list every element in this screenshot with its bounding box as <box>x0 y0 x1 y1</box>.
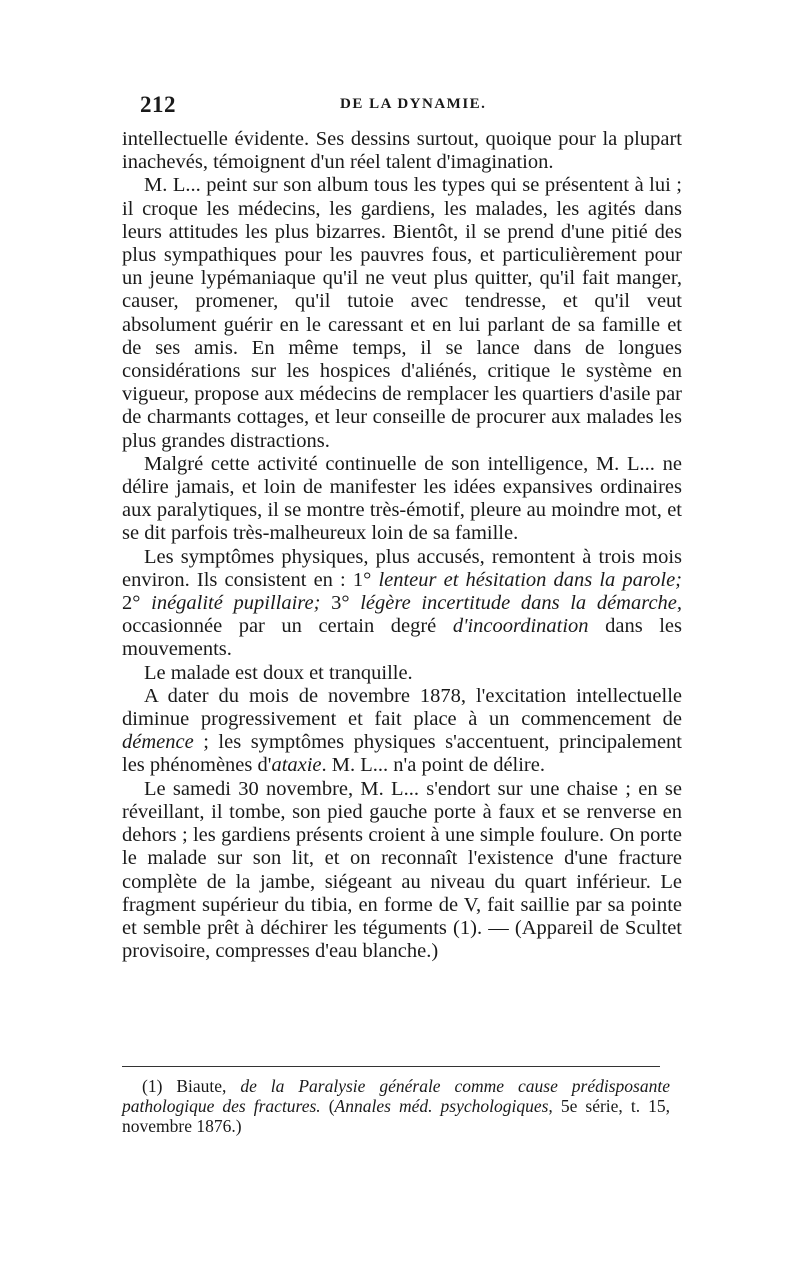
paragraph-6 <box>122 685 682 778</box>
page-number: 212 <box>140 92 176 117</box>
footnote <box>122 1076 670 1136</box>
paragraph-3: Malgré cette activité continuelle de son intelligence, M. L... ne délire jamais, et loin de manifester les idées expansives ordinaires aux paralytiques, il se montre très-émotif, pleure au moindre mot, et se dit parfois très-malheureux loin de sa famille. <box>122 452 682 545</box>
paragraph-4 <box>122 546 682 662</box>
paragraph-4-text-e: 3° <box>320 592 361 615</box>
footnote-text-a: (1) Biaute, <box>142 1076 241 1096</box>
paragraph-6-text-a: A dater du mois de novembre 1878, l'excitation intellectuelle diminue progressivement et fait place à un commencement de <box>122 684 682 731</box>
paragraph-2: M. L... peint sur son album tous les types qui se présentent à lui ; il croque les médecins, les gardiens, les malades, les agités dans leurs attitudes les plus bizarres. Bientôt, il se prend d'une pitié des plus sympathiques pour les pauvres fous, et particulièrement pour un jeune lypémaniaque qu'il ne veut plus quitter, qu'il fait manger, causer, promener, qu'il tutoie avec tendresse, et qu'il veut absolument guérir en le caressant et en lui parlant de sa famille et de ses amis. En même temps, il se lance dans de longues considérations sur les hospices d'aliénés, critique le système en vigueur, propose aux médecins de remplacer les quartiers d'asile par de charmants cottages, et leur conseille de procurer aux malades les plus grandes distractions. <box>122 174 682 452</box>
paragraph-4-text-g: occasionnée par un certain degré <box>122 615 453 638</box>
footnote-text-c: ( <box>320 1096 335 1116</box>
paragraph-4-italic-h: d'incoordination <box>452 615 589 638</box>
paragraph-6-text-c: ; les symptômes physiques s'accentuent, principalement les phénomènes d' <box>122 731 682 777</box>
paragraph-1: intellectuelle évidente. Ses dessins surtout, quoique pour la plupart inachevés, témoignent d'un réel talent d'imagination. <box>122 128 682 174</box>
running-title: DE LA DYNAMIE. <box>340 96 487 112</box>
running-head <box>140 92 680 122</box>
paragraph-4-italic-b: lenteur et hésitation dans la parole; <box>378 568 683 591</box>
paragraph-5: Le malade est doux et tranquille. <box>144 661 413 684</box>
paragraph-4-italic-f: légère incertitude dans la démarche, <box>360 592 683 615</box>
body-text <box>122 128 682 963</box>
paragraph-4-italic-d: inégalité pupillaire; <box>151 592 321 615</box>
paragraph-6-italic-b: démence <box>122 731 194 754</box>
paragraph-4-text-c: 2° <box>122 592 152 615</box>
paragraph-7: Le samedi 30 novembre, M. L... s'endort sur une chaise ; en se réveillant, il tombe, son pied gauche porte à faux et se renverse en dehors ; les gardiens présents croient à une simple foulure. On porte le malade sur son lit, et on reconnaît l'existence d'une fracture complète de la jambe, siégeant au niveau du quart inférieur. Le fragment supérieur du tibia, en forme de V, fait saillie par sa pointe et semble prêt à déchirer les téguments (1). — (Appareil de Scultet provisoire, compresses d'eau blanche.) <box>122 777 682 963</box>
paragraph-6-text-e: . M. L... n'a point de délire. <box>321 754 545 777</box>
paragraph-4-text-a: Les symptômes physiques, plus accusés, remontent à trois mois environ. Ils consistent en : 1° <box>122 545 682 591</box>
paragraph-4-text-i: dans les mouvements. <box>122 615 682 661</box>
paragraph-6-italic-d: ataxie <box>271 754 322 777</box>
footnote-rule <box>122 1066 660 1067</box>
footnote-text-e: 5e série, t. 15, novembre 1876.) <box>122 1096 670 1136</box>
footnote-italic-d: Annales méd. psychologiques, <box>334 1096 553 1116</box>
footnote-italic-b: de la Paralysie générale comme cause prédisposante pathologique des fractures. <box>122 1076 670 1116</box>
